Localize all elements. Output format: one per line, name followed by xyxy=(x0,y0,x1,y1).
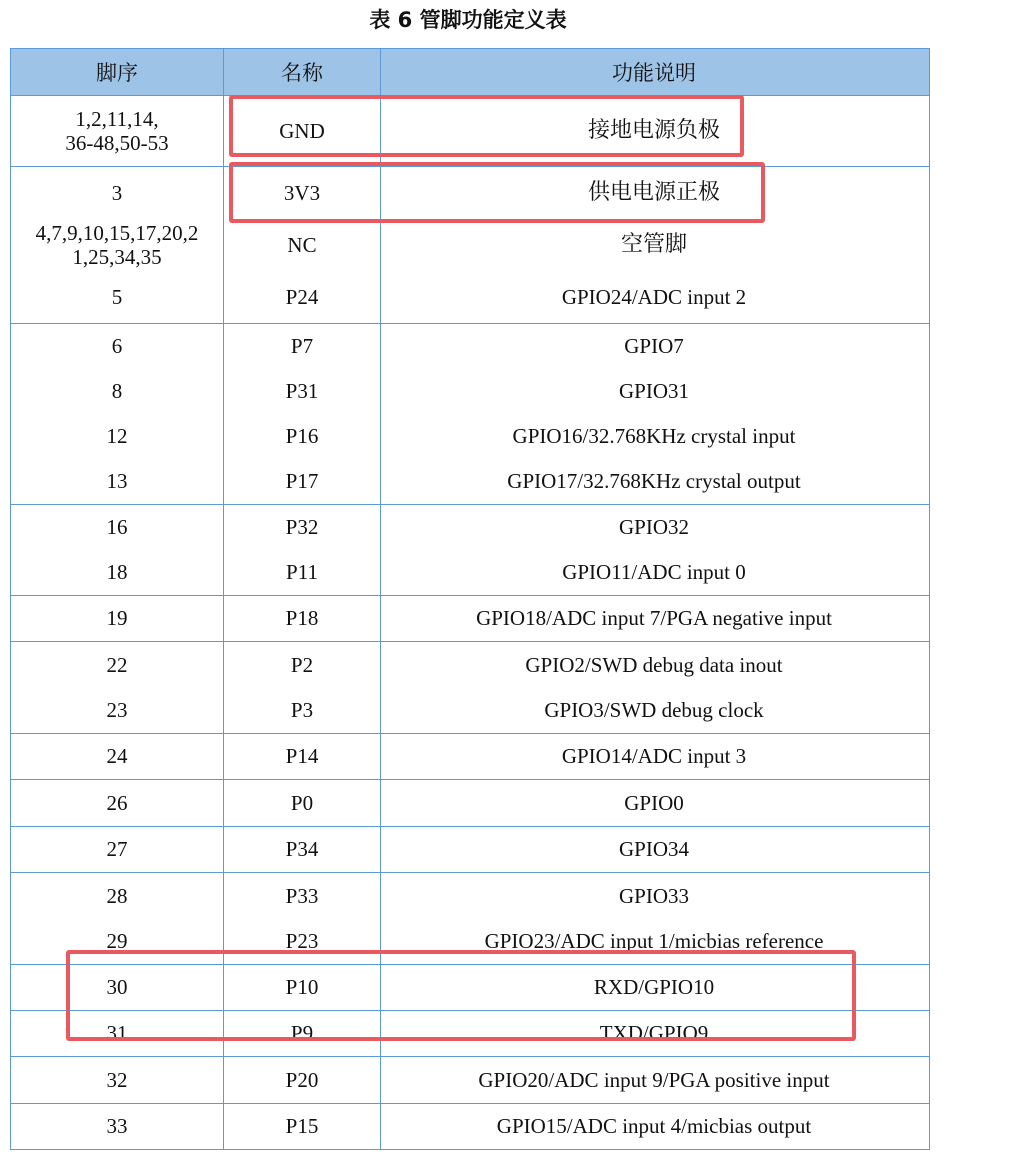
table-row-group xyxy=(11,596,929,642)
pin-cell: 4,7,9,10,15,17,20,2 1,25,34,35 xyxy=(11,219,224,271)
name-cell: NC xyxy=(224,219,381,271)
pin-cell: 22 xyxy=(11,642,224,688)
pin-cell: 8 xyxy=(11,369,224,414)
name-cell: P17 xyxy=(224,459,381,504)
name-cell: P0 xyxy=(224,780,381,826)
name-cell: P14 xyxy=(224,734,381,779)
function-cell: GPIO24/ADC input 2 xyxy=(561,284,747,309)
pin-cell: 6 xyxy=(11,324,224,369)
pin-cell: 5 xyxy=(11,271,224,323)
function-cell: GPIO16/32.768KHz crystal input xyxy=(512,424,796,449)
function-cell: GPIO20/ADC input 9/PGA positive input xyxy=(478,1067,830,1092)
name-cell: P15 xyxy=(224,1104,381,1149)
table-row xyxy=(11,550,929,595)
name-cell: GND xyxy=(224,96,381,166)
table-row-group xyxy=(11,734,929,780)
table-row xyxy=(11,1057,929,1103)
table-row xyxy=(11,734,929,779)
table-caption: 表 6 管脚功能定义表 xyxy=(369,8,567,32)
pin-cell: 3 xyxy=(11,167,224,219)
pin-cell: 16 xyxy=(11,505,224,550)
pin-cell: 31 xyxy=(11,1011,224,1056)
name-cell: P9 xyxy=(224,1011,381,1056)
function-cell: GPIO34 xyxy=(618,837,689,862)
highlight-box-gnd xyxy=(229,95,744,157)
name-cell: P34 xyxy=(224,827,381,872)
function-cell: GPIO15/ADC input 4/micbias output xyxy=(496,1114,812,1139)
table-row-group xyxy=(11,827,929,873)
pin-cell: 23 xyxy=(11,688,224,734)
name-cell: 3V3 xyxy=(224,167,381,219)
header-name: 名称 xyxy=(224,49,381,95)
table-row xyxy=(11,271,929,323)
table-row xyxy=(11,642,929,688)
table-row xyxy=(11,827,929,872)
name-cell: P10 xyxy=(224,965,381,1010)
table-row xyxy=(11,596,929,641)
pin-cell: 24 xyxy=(11,734,224,779)
table-row xyxy=(11,459,929,504)
function-cell: TXD/GPIO9 xyxy=(599,1021,709,1046)
pin-cell: 28 xyxy=(11,873,224,919)
table-row-group xyxy=(11,324,929,505)
table-row-group xyxy=(11,1104,929,1149)
header-pin-no: 脚序 xyxy=(11,49,224,95)
function-cell: GPIO17/32.768KHz crystal output xyxy=(507,469,801,494)
function-cell: GPIO3/SWD debug clock xyxy=(544,698,764,723)
name-cell: P7 xyxy=(224,324,381,369)
pin-cell: 29 xyxy=(11,919,224,965)
pin-cell: 18 xyxy=(11,550,224,595)
name-cell: P23 xyxy=(224,919,381,965)
name-cell: P2 xyxy=(224,642,381,688)
table-row-group xyxy=(11,505,929,596)
pin-cell: 19 xyxy=(11,596,224,641)
table-row xyxy=(11,780,929,826)
name-cell: P32 xyxy=(224,505,381,550)
table-row-group xyxy=(11,780,929,827)
table-row xyxy=(11,324,929,369)
function-cell: RXD/GPIO10 xyxy=(593,975,715,1000)
pin-cell: 26 xyxy=(11,780,224,826)
function-cell: GPIO31 xyxy=(618,379,689,404)
pin-cell: 30 xyxy=(11,965,224,1010)
highlight-box-3v3 xyxy=(229,162,765,223)
name-cell: P18 xyxy=(224,596,381,641)
table-row-group xyxy=(11,1057,929,1104)
name-cell: P33 xyxy=(224,873,381,919)
function-cell: 供电电源正极 xyxy=(587,180,720,206)
table-row xyxy=(11,505,929,550)
function-cell: GPIO7 xyxy=(624,334,684,359)
pin-cell: 33 xyxy=(11,1104,224,1149)
function-cell: GPIO11/ADC input 0 xyxy=(562,560,746,585)
table-header xyxy=(11,49,929,96)
table-row xyxy=(11,219,929,271)
pin-cell: 12 xyxy=(11,414,224,459)
header-function: 功能说明 xyxy=(612,61,696,85)
function-cell: GPIO33 xyxy=(618,883,689,908)
pin-cell: 32 xyxy=(11,1057,224,1103)
name-cell: P20 xyxy=(224,1057,381,1103)
function-cell: GPIO0 xyxy=(624,790,684,815)
name-cell: P3 xyxy=(224,688,381,734)
highlight-box-uart xyxy=(66,950,856,1041)
function-cell: GPIO2/SWD debug data inout xyxy=(525,652,783,677)
function-cell: GPIO14/ADC input 3 xyxy=(561,744,747,769)
pin-cell: 27 xyxy=(11,827,224,872)
function-cell: GPIO32 xyxy=(618,515,689,540)
pin-cell: 1,2,11,14, 36-48,50-53 xyxy=(11,96,224,166)
pin-cell: 13 xyxy=(11,459,224,504)
name-cell: P31 xyxy=(224,369,381,414)
table-row-group xyxy=(11,642,929,734)
table-row xyxy=(11,414,929,459)
table-row xyxy=(11,688,929,734)
function-cell: 接地电源负极 xyxy=(587,118,720,144)
name-cell: P11 xyxy=(224,550,381,595)
name-cell: P24 xyxy=(224,271,381,323)
name-cell: P16 xyxy=(224,414,381,459)
table-row xyxy=(11,873,929,919)
table-row xyxy=(11,1104,929,1149)
function-cell: GPIO23/ADC input 1/micbias reference xyxy=(484,929,824,954)
function-cell: GPIO18/ADC input 7/PGA negative input xyxy=(476,606,832,631)
table-row xyxy=(11,369,929,414)
function-cell: 空管脚 xyxy=(620,232,687,258)
